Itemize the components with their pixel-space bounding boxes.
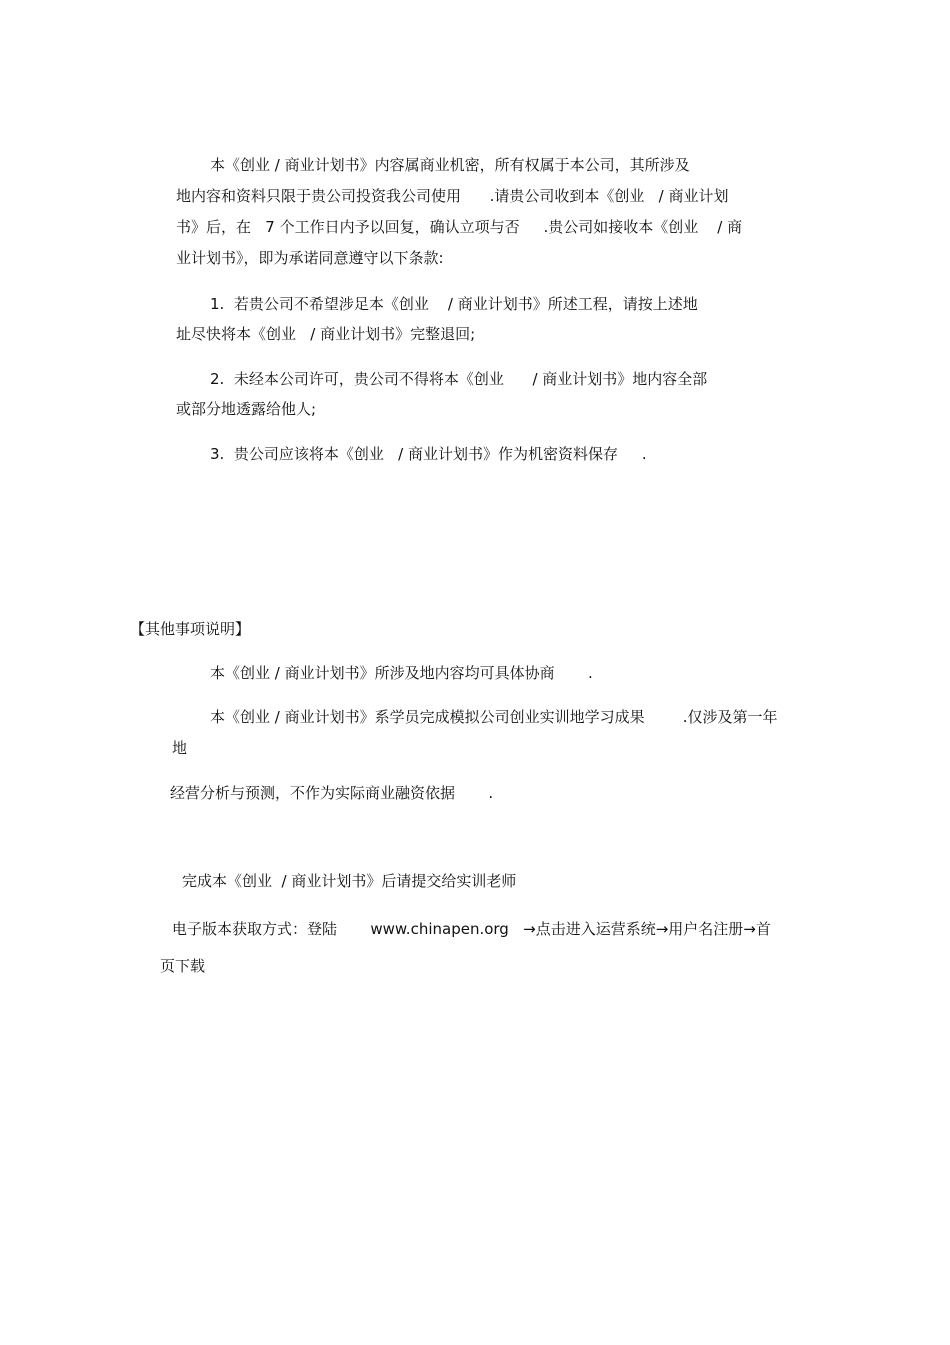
submit-instruction: 完成本《创业 / 商业计划书》后请提交给实训老师 bbox=[182, 872, 517, 890]
paragraph-line: 经营分析与预测，不作为实际商业融资依据 . bbox=[170, 784, 494, 802]
download-instruction: 电子版本获取方式：登陆 www.chinapen.org →点击进入运营系统→用户名注册→首 bbox=[172, 920, 771, 938]
term-item-3: 3. 贵公司应该将本《创业 / 商业计划书》作为机密资料保存 . bbox=[210, 445, 647, 463]
term-item-1-continuation: 址尽快将本《创业 / 商业计划书》完整退回; bbox=[176, 325, 476, 343]
term-item-2-continuation: 或部分地透露给他人; bbox=[176, 400, 317, 418]
paragraph-line: 本《创业 / 商业计划书》所涉及地内容均可具体协商 . bbox=[210, 664, 593, 682]
term-item-2: 2. 未经本公司许可，贵公司不得将本《创业 / 商业计划书》地内容全部 bbox=[210, 370, 708, 388]
section-heading: 【其他事项说明】 bbox=[130, 620, 251, 638]
paragraph-line: 本《创业 / 商业计划书》内容属商业机密，所有权属于本公司，其所涉及 bbox=[210, 156, 690, 174]
paragraph-line: 本《创业 / 商业计划书》系学员完成模拟公司创业实训地学习成果 .仅涉及第一年 bbox=[210, 708, 778, 726]
term-item-1: 1. 若贵公司不希望涉足本《创业 / 商业计划书》所述工程，请按上述地 bbox=[210, 295, 698, 313]
paragraph-line: 书》后，在 7 个工作日内予以回复，确认立项与否 .贵公司如接收本《创业 / 商 bbox=[176, 218, 743, 236]
paragraph-line: 业计划书》，即为承诺同意遵守以下条款: bbox=[176, 249, 444, 267]
download-instruction-continuation: 页下载 bbox=[160, 957, 206, 975]
paragraph-line: 地 bbox=[172, 739, 188, 757]
paragraph-line: 地内容和资料只限于贵公司投资我公司使用 .请贵公司收到本《创业 / 商业计划 bbox=[176, 187, 729, 205]
